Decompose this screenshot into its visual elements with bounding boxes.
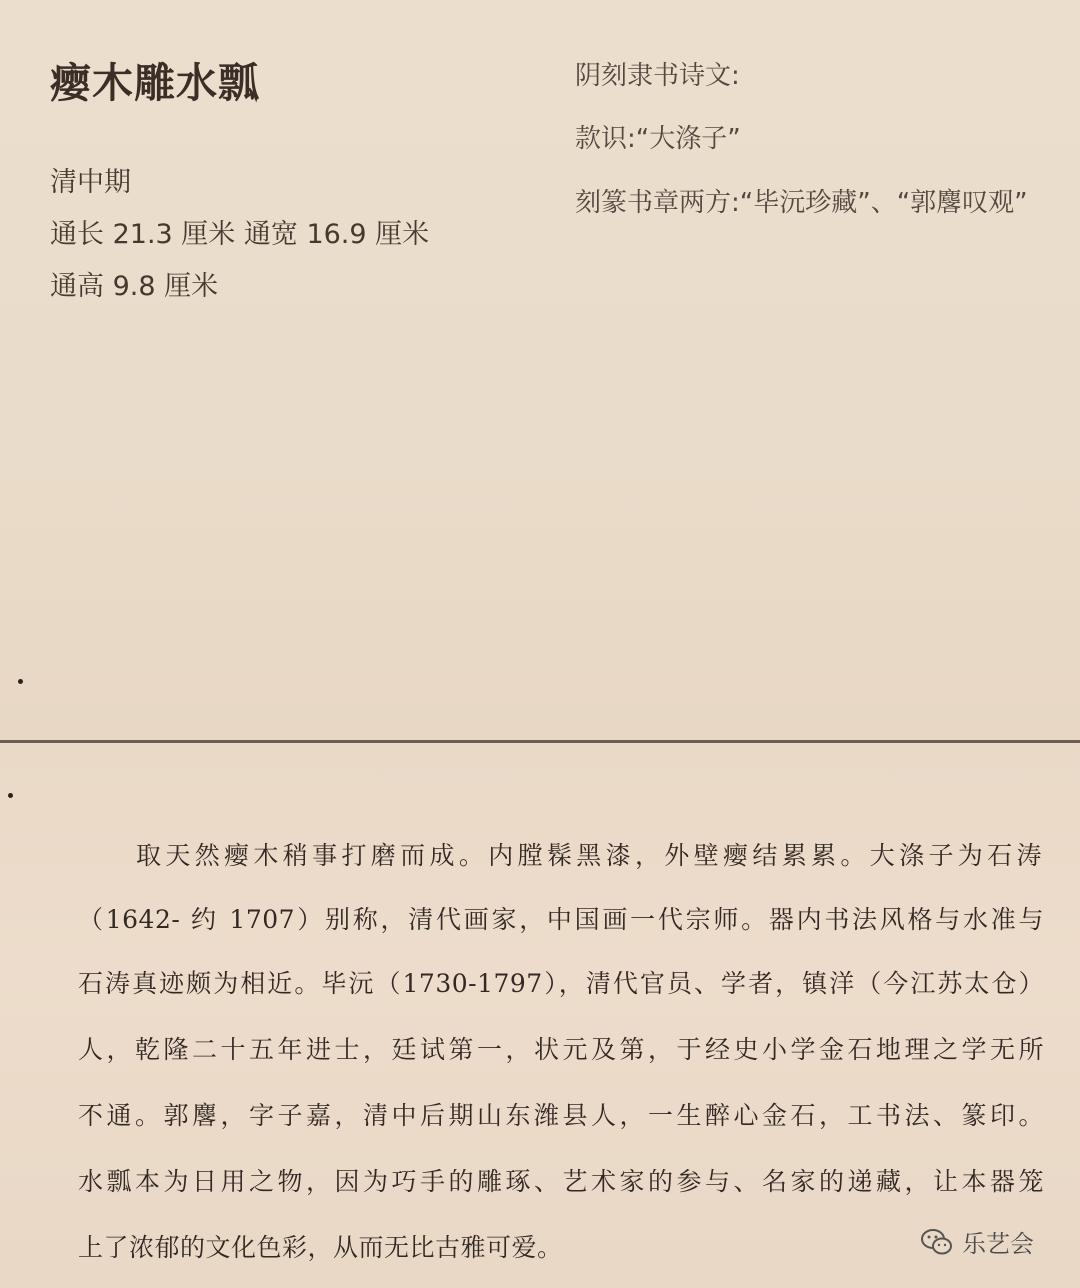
artifact-dimensions-1: 通长 21.3 厘米 通宽 16.9 厘米 <box>50 219 430 250</box>
watermark <box>920 1224 1034 1259</box>
signature-text: 款识:“大涤子” <box>575 124 741 154</box>
wechat-icon <box>920 1227 954 1257</box>
description-line: 石涛真迹颇为相近。毕沅（1730-1797），清代官员、学者，镇洋（今江苏太仓） <box>78 969 1044 998</box>
description-line: 上了浓郁的文化色彩，从而无比古雅可爱。 <box>78 1233 563 1262</box>
speck-mark <box>8 793 13 798</box>
description-line: 不通。郭麐，字子嘉，清中后期山东潍县人，一生醉心金石，工书法、篆印。 <box>78 1101 1044 1130</box>
description-line: （1642- 约 1707）别称，清代画家，中国画一代宗师。器内书法风格与水准与 <box>78 905 1044 934</box>
artifact-dimensions-2: 通高 9.8 厘米 <box>50 271 219 302</box>
speck-mark <box>18 679 23 684</box>
watermark-text: 乐艺会 <box>962 1230 1034 1258</box>
seals-text: 刻篆书章两方:“毕沅珍藏”、“郭麐叹观” <box>575 188 1028 218</box>
artifact-title: 瘿木雕水瓢 <box>50 59 260 107</box>
inscription-heading: 阴刻隶书诗文: <box>575 61 740 91</box>
description-line: 水瓢本为日用之物，因为巧手的雕琢、艺术家的参与、名家的递藏，让本器笼 <box>78 1167 1044 1196</box>
card-divider <box>0 740 1080 743</box>
artifact-period: 清中期 <box>50 167 131 198</box>
description-line: 取天然瘿木稍事打磨而成。内膛髹黑漆，外壁瘿结累累。大涤子为石涛 <box>136 841 1042 870</box>
label-card-lower <box>0 745 1080 1288</box>
description-line: 人，乾隆二十五年进士，廷试第一，状元及第，于经史小学金石地理之学无所 <box>78 1035 1044 1064</box>
